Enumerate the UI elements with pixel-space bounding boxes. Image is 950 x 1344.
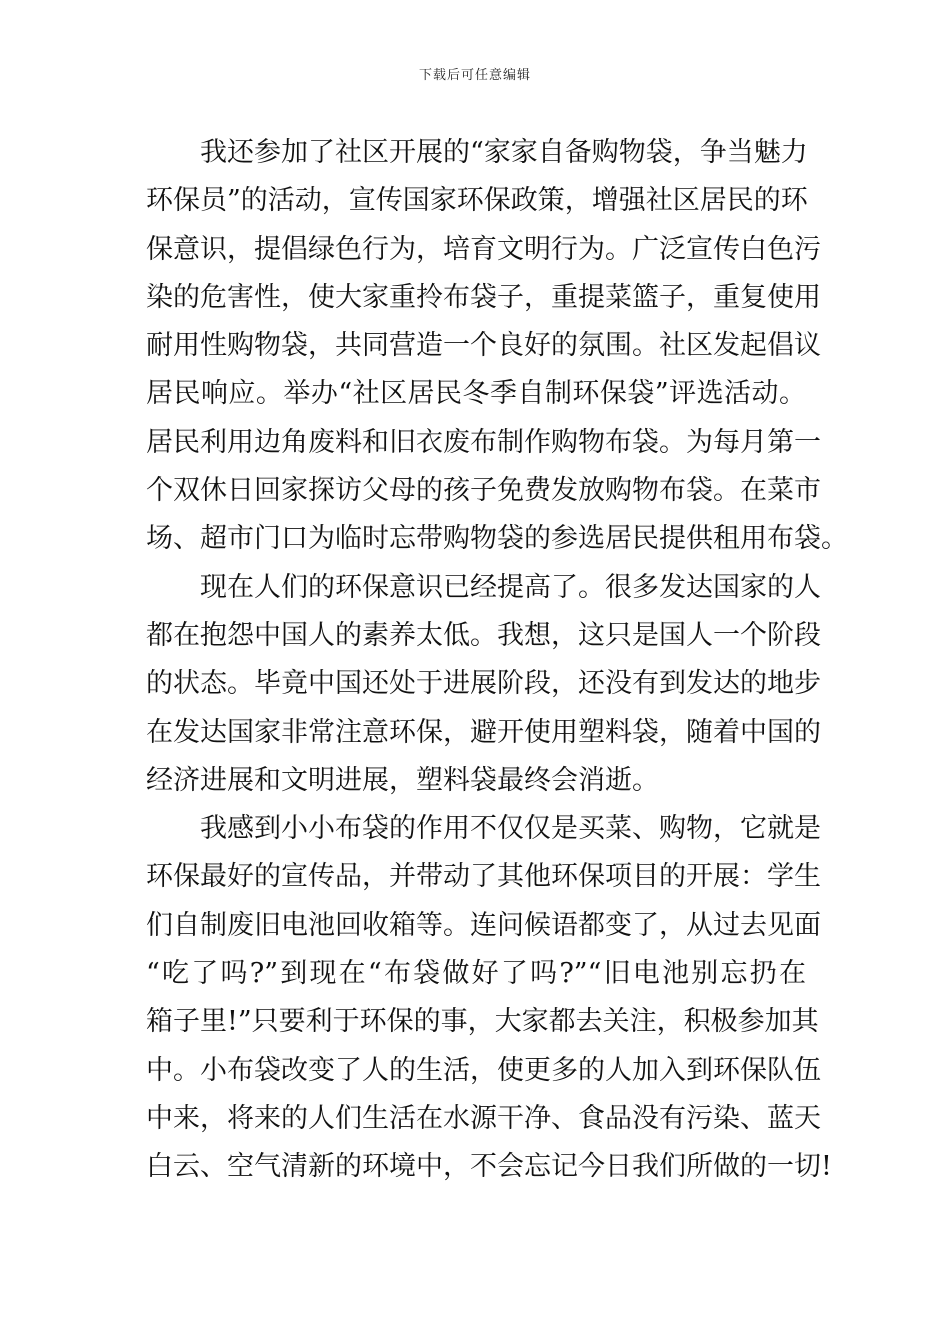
- paragraph: [146, 564, 821, 805]
- paragraph: [146, 805, 832, 1191]
- text-line: 耐用性购物袋，共同营造一个良好的氛围。社区发起倡议: [146, 330, 821, 362]
- text-line: 居民利用边角废料和旧衣废布制作购物布袋。为每月第一: [146, 426, 821, 458]
- text-line: 我感到小小布袋的作用不仅仅是买菜、购物，它就是: [200, 813, 821, 845]
- text-line: 经济进展和文明进展，塑料袋最终会消逝。: [146, 764, 659, 796]
- text-line: 箱子里!”只要利于环保的事，大家都去关注，积极参加其: [146, 1006, 819, 1038]
- text-line: 中。小布袋改变了人的生活，使更多的人加入到环保队伍: [146, 1054, 821, 1086]
- text-line: 白云、空气清新的环境中，不会忘记今日我们所做的一切!: [146, 1151, 832, 1183]
- text-line: 都在抱怨中国人的素养太低。我想，这只是国人一个阶段: [146, 619, 821, 651]
- text-line: 环保员”的活动，宣传国家环保政策，增强社区居民的环: [146, 185, 808, 217]
- page-header: 下载后可任意编辑: [418, 68, 531, 83]
- text-line: 保意识，提倡绿色行为，培育文明行为。广泛宣传白色污: [146, 233, 821, 265]
- text-line: 个双休日回家探访父母的孩子免费发放购物布袋。在菜市: [146, 475, 821, 507]
- paragraph: [146, 129, 848, 564]
- text-line: 们自制废旧电池回收箱等。连问候语都变了，从过去见面: [146, 909, 821, 941]
- text-line: “吃了吗?”到现在“布袋做好了吗?”“旧电池别忘扔在: [146, 958, 806, 990]
- text-line: 的状态。毕竟中国还处于进展阶段，还没有到发达的地步: [146, 668, 821, 700]
- text-line: 场、超市门口为临时忘带购物袋的参选居民提供租用布袋。: [146, 523, 848, 555]
- text-line: 我还参加了社区开展的“家家自备购物袋，争当魅力: [200, 137, 808, 168]
- text-line: 染的危害性，使大家重拎布袋子，重提菜篮子，重复使用: [146, 281, 821, 313]
- text-line: 现在人们的环保意识已经提高了。很多发达国家的人: [200, 571, 821, 603]
- text-line: 居民响应。举办“社区居民冬季自制环保袋”评选活动。: [146, 378, 806, 410]
- text-line: 环保最好的宣传品，并带动了其他环保项目的开展：学生: [146, 861, 821, 893]
- text-line: 在发达国家非常注意环保，避开使用塑料袋，随着中国的: [146, 716, 821, 748]
- document-body: [146, 129, 848, 1192]
- text-line: 中来，将来的人们生活在水源干净、食品没有污染、蓝天: [146, 1102, 821, 1134]
